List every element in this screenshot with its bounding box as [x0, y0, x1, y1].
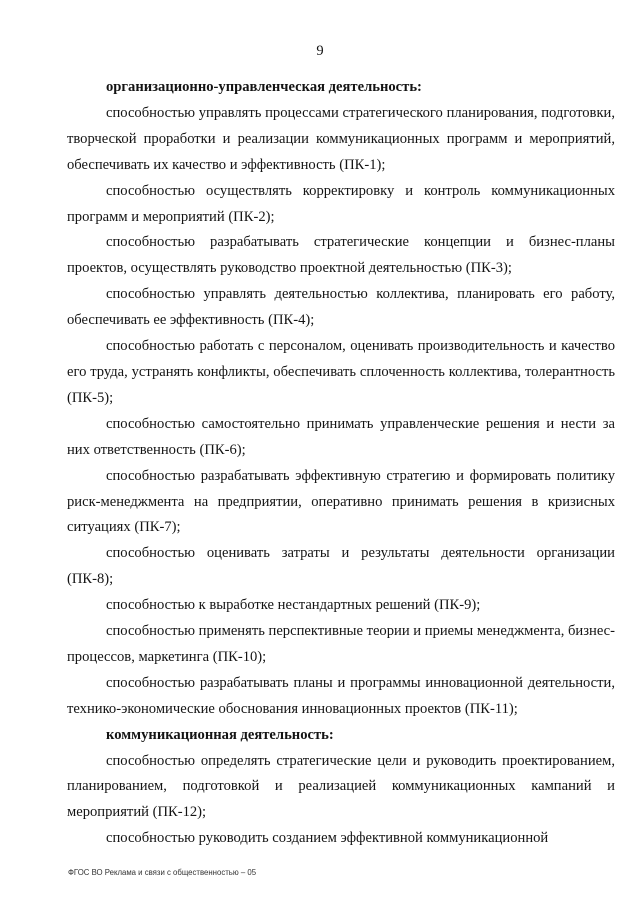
competency-pk-8: способностью оценивать затраты и результаты деятельности организации (ПК-8);: [67, 545, 615, 588]
competency-pk-4: способностью управлять деятельностью коллектива, планировать его работу, обеспечивать ее эффективность (ПК-4);: [67, 286, 615, 329]
page-footer: ФГОС ВО Реклама и связи с общественностью – 05: [68, 868, 257, 877]
competency-pk-9: способностью к выработке нестандартных решений (ПК-9);: [106, 597, 481, 614]
competency-pk-6: способностью самостоятельно принимать управленческие решения и нести за них ответственность (ПК-6);: [67, 415, 615, 458]
competency-pk-11: способностью разрабатывать планы и программы инновационной деятельности, технико-экономические обоснования инновационных проектов (ПК-11);: [67, 674, 615, 717]
competency-pk-12: способностью определять стратегические цели и руководить проектированием, планированием, подготовкой и реализацией коммуникационных кампаний и мероприятий (ПК-12);: [67, 752, 615, 821]
section-heading-organizational: организационно-управленческая деятельность:: [106, 79, 422, 95]
competency-pk-7: способностью разрабатывать эффективную стратегию и формировать политику риск-менеджмента на предприятии, оперативно принимать решения в кризисных ситуациях (ПК-7);: [67, 467, 615, 536]
competency-pk-1: способностью управлять процессами стратегического планирования, подготовки, творческой проработки и реализации коммуникационных программ и мероприятий, обеспечивать их качество и эффективность (ПК-1);: [67, 104, 615, 173]
competency-pk-10: способностью применять перспективные теории и приемы менеджмента, бизнес-процессов, маркетинга (ПК-10);: [67, 623, 615, 665]
document-body: [67, 75, 615, 852]
page-number: 9: [316, 43, 324, 59]
competency-pk-13-partial: способностью руководить созданием эффективной коммуникационной: [106, 830, 549, 847]
competency-pk-3: способностью разрабатывать стратегические концепции и бизнес-планы проектов, осуществлять руководство проектной деятельностью (ПК-3);: [67, 234, 615, 277]
competency-pk-2: способностью осуществлять корректировку и контроль коммуникационных программ и мероприятий (ПК-2);: [67, 182, 615, 225]
section-heading-communication: коммуникационная деятельность:: [106, 726, 334, 743]
competency-pk-5: способностью работать с персоналом, оценивать производительность и качество его труда, устранять конфликты, обеспечивать сплоченность коллектива, толерантность (ПК-5);: [67, 338, 615, 406]
